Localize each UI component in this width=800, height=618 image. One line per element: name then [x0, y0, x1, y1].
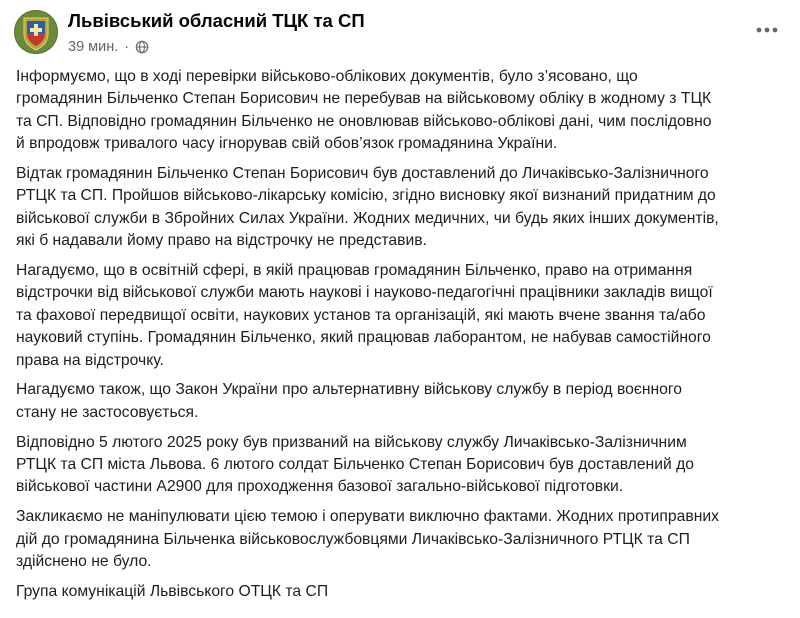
author-name[interactable]: Львівський обласний ТЦК та СП [68, 10, 365, 31]
post-meta [68, 39, 149, 55]
paragraph-line: Відтак громадянин Більченко Степан Борисович був доставлений до Личаківсько-Залізничного [16, 165, 709, 183]
post-body [16, 66, 792, 611]
paragraph-line: військової служби в Збройних Силах України. Жодних медичних, чи будь яких інших документів, [16, 209, 719, 227]
paragraph-line: та СП. Відповідно громадянин Більченко не оновлював військово-облікові дані, чим послідовно [16, 112, 712, 130]
paragraph-line: дій до громадянина Більченка військовослужбовцями Личаківсько-Залізничного РТЦК та СП [16, 530, 690, 548]
coat-of-arms-logo [14, 10, 58, 54]
paragraph-line: та фахової передвищої освіти, наукових установ та організацій, які мають вчене звання та/або [16, 306, 706, 324]
paragraph-line: громадянин Більченко Степан Борисович не перебував на військовому обліку в жодному з ТЦК [16, 90, 712, 108]
timestamp[interactable]: 39 мин. [68, 39, 119, 55]
paragraph-line: відстрочки від військової служби мають наукові і науково-педагогічні працівники закладів вищої [16, 284, 713, 302]
post-paragraph [16, 260, 792, 372]
paragraph-line: Відповідно 5 лютого 2025 року був призваний на військову службу Личаківсько-Залізничним [16, 433, 687, 451]
meta-separator: · [124, 39, 130, 55]
more-options-icon[interactable] [752, 18, 782, 42]
globe-icon[interactable] [135, 40, 149, 54]
paragraph-line: науковий ступінь. Громадянин Більченко, який працював лаборантом, не набував самостійного [16, 329, 711, 347]
post-paragraph [16, 379, 792, 424]
paragraph-line: РТЦК та СП міста Львова. 6 лютого солдат Більченко Степан Борисович був доставлений до [16, 456, 694, 474]
paragraph-line: Нагадуємо, що в освітній сфері, в якій працював громадянин Більченко, право на отримання [16, 262, 693, 280]
paragraph-line: військової частини А2900 для проходження базової загально-військової підготовки. [16, 478, 624, 496]
paragraph-line: Інформуємо, що в ході перевірки військово-облікових документів, було з’ясовано, що [16, 68, 638, 85]
paragraph-line: права на відстрочку. [16, 351, 164, 369]
paragraph-line: Закликаємо не маніпулювати цією темою і оперувати виключно фактами. Жодних протиправних [16, 508, 719, 526]
post-paragraph [16, 506, 792, 573]
paragraph-line: стану не застосовується. [16, 403, 199, 421]
paragraph-line: й впродовж тривалого часу ігнорував свій обов’язок громадянина України. [16, 135, 558, 153]
post-paragraph [16, 581, 792, 603]
paragraph-line: РТЦК та СП. Пройшов військово-лікарську комісію, згідно висновку якої визнаний придатним до [16, 187, 716, 205]
paragraph-line: які б надавали йому право на відстрочку не представив. [16, 232, 427, 250]
post-paragraph [16, 163, 792, 253]
paragraph-line: Група комунікацій Львівського ОТЦК та СП [16, 582, 329, 600]
paragraph-line: здійснено не було. [16, 553, 152, 571]
paragraph-line: Нагадуємо також, що Закон України про альтернативну військову службу в період воєнного [16, 381, 682, 399]
avatar[interactable] [14, 10, 58, 54]
post-paragraph [16, 432, 792, 499]
post-paragraph [16, 66, 792, 156]
post-header [14, 8, 800, 58]
